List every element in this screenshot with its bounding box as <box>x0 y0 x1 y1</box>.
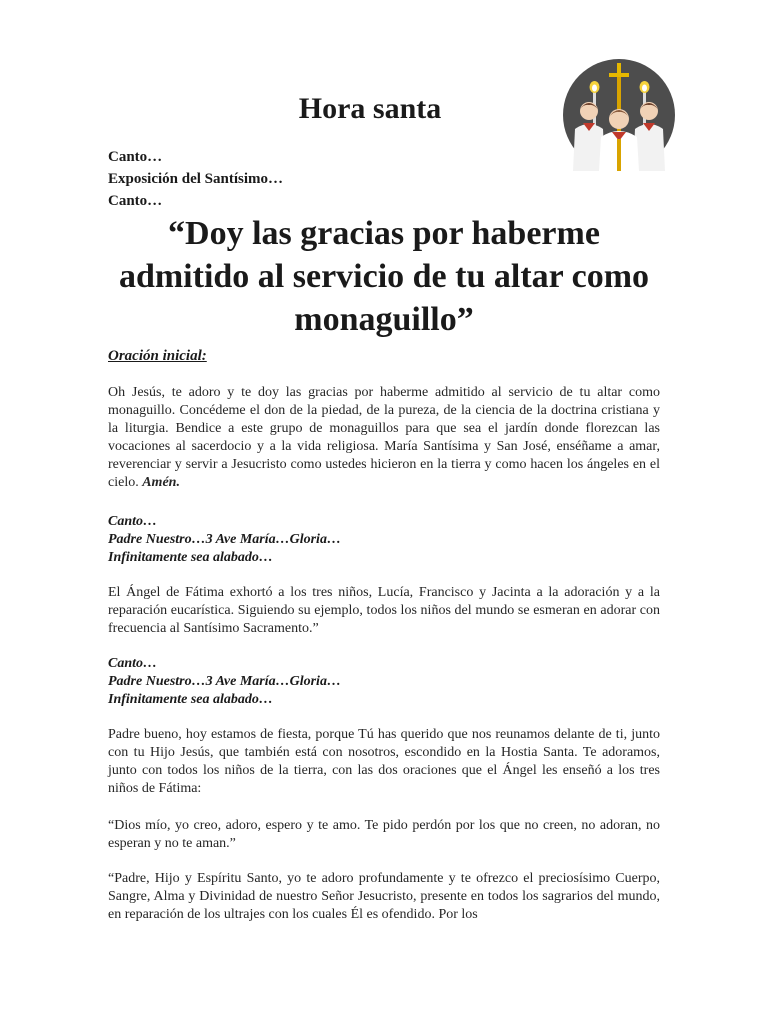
intro-lines <box>108 146 283 212</box>
intro-line: Canto… <box>108 149 163 165</box>
prayer-line: Padre Nuestro…3 Ave María…Gloria… <box>108 532 341 547</box>
prayer-block <box>108 513 341 567</box>
prayer-line: Infinitamente sea alabado… <box>108 692 273 707</box>
intro-line: Canto… <box>108 193 163 209</box>
headline-quote: “Doy las gracias por haberme admitido al servicio de tu altar como monaguillo” <box>118 215 650 338</box>
prayer-line: Infinitamente sea alabado… <box>108 550 273 565</box>
page-title: Hora santa <box>298 92 442 125</box>
paragraph-padre-hijo: “Padre, Hijo y Espíritu Santo, yo te adoro profundamente y te ofrezco el preciosísimo Cuerpo, Sangre, Alma y Divinidad de nuestro Señor Jesucristo, presente en todos los sagrarios del mundo, en reparación de los ultrajes con los cuales Él es ofendido. Por los <box>108 871 660 922</box>
amen-text: Amén. <box>142 475 180 490</box>
paragraph-opening-prayer <box>108 384 660 492</box>
prayer-block <box>108 655 341 709</box>
prayer-line: Padre Nuestro…3 Ave María…Gloria… <box>108 674 341 689</box>
paragraph-padre-bueno: Padre bueno, hoy estamos de fiesta, porque Tú has querido que nos reunamos delante de ti, junto con tu Hijo Jesús, que también está con nosotros, escondido en la Hostia Santa. Te adoramos, junto con todos los niños de la tierra, con las dos oraciones que el Ángel les enseñó a los tres niños de Fátima: <box>108 727 660 796</box>
prayer-line: Canto… <box>108 656 158 671</box>
paragraph-dios-mio: “Dios mío, yo creo, adoro, espero y te amo. Te pido perdón por los que no creen, no adoran, no esperan y no te aman.” <box>108 818 660 851</box>
paragraph-text: Oh Jesús, te adoro y te doy las gracias por haberme admitido al servicio de tu altar como monaguillo. Concédeme el don de la piedad, de la pureza, de la ciencia de la doctrina cristiana y la liturgia. Bendice a este grupo de monaguillos para que sea el jardín donde florezcan las vocaciones al sacerdocio y a la vida religiosa. María Santísima y San José, enséñame a amar, reverenciar y servir a Jesucristo como ustedes hicieron en la tierra y como hacen los ángeles en el cielo. <box>108 385 660 490</box>
intro-line: Exposición del Santísimo… <box>108 171 284 187</box>
section-heading: Oración inicial: <box>108 348 207 364</box>
prayer-line: Canto… <box>108 514 158 529</box>
paragraph-fatima: El Ángel de Fátima exhortó a los tres niños, Lucía, Francisco y Jacinta a la adoración y a la reparación eucarística. Siguiendo su ejemplo, todos los niños del mundo se esmeran en adorar con frecuencia al Santísimo Sacramento.” <box>108 585 660 636</box>
